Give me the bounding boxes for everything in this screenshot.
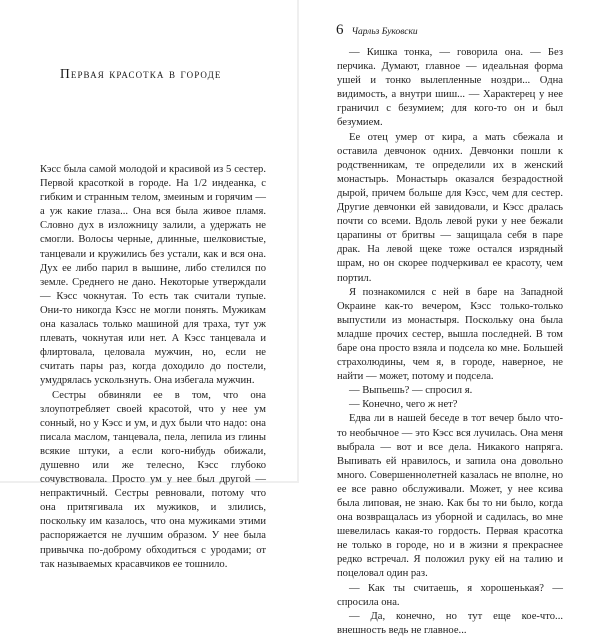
paragraph: — Кишка тонка, — говорила она. — Без перчика. Думают, главное — идеальная форма ушей и тонко вылепленные ноздри... Одна видимость, а внутри шиш... — Характерец у нее граничил с безумием; для кого-то он и был безумием. [337, 47, 563, 129]
page-number: 6 [336, 22, 344, 38]
author-name: Чарльз Буковски [351, 27, 418, 37]
paragraph: Кэсс была самой молодой и красивой из 5 сестер. Первой красоткой в городе. На 1/2 индеанка, с гибким и странным телом, змеиным и горячим — а уж какие глаза... Она вся была живое пламя. Словно дух в изложницу залили, а удержать не смогли. Волосы черные, длинные, шелковистые, танцевали и кружились без устали, как и вся она. Дух ее либо парил в вышине, либо стелился по земле. Среднего не дано. Некоторые утверждали — Кэсс чокнутая. То есть так считали тупые. Они-то никогда Кэсс не могли понять. Мужикам она казалась только машиной для траха, тут уж плевать, чокнутая или нет. А Кэсс танцевала и флиртовала, целовала мужчин, но, если не считать пары раз, когда доходило до постели, умудрялась ускользнуть. Она избегала мужчин. [40, 164, 266, 387]
right-page [299, 0, 600, 636]
paragraph: Едва ли в нашей беседе в тот вечер было что-то необычное — это Кэсс вся лучилась. Она меня выбрала — вот и все дела. Никакого напряга. Выпивать ей нравилось, и запила она довольно много. Совершеннолетней казалась не вполне, но ее все равно обслуживали. Может, у нее ксива была липовая, не знаю. Как бы то ни было, когда она возвращалась из уборной и садилась, во мне шевелилась какая-то гордость. Первая красотка не только в городе, но и в жизни я прекраснее редко встречал. Я положил руку ей на талию и поцеловал один раз. [337, 413, 563, 580]
running-header [336, 21, 418, 39]
paragraph: Сестры обвиняли ее в том, что она злоупотребляет своей красотой, что у нее ум сонный, но у Кэсс и ум, и дух были что надо: она писала маслом, танцевала, пела, лепила из глины всякие штуки, а если кого-нибудь обижали, душевно или же телесно, Кэсс глубоко сочувствовала. Просто ум у нее был другой — непрактичный. Сестры ревновали, потому что она притягивала их мужиков, и злились, поскольку им казалось, что она мужиками этими распоряжается не лучшим образом. У нее была привычка по-доброму обходиться с уродами; от так называемых красавчиков ее тошнило. [40, 389, 266, 570]
left-page-body [40, 163, 266, 572]
dialogue-line: — Да, конечно, но тут еще кое-что... внешность ведь не главное... [337, 610, 563, 636]
right-page-body [337, 46, 563, 638]
dialogue-line: — Выпьешь? — спросил я. [349, 385, 473, 397]
paragraph: Ее отец умер от кира, а мать сбежала и оставила девчонок одних. Девчонки пошли к родственникам, те определили их в женский монастырь. Монастырь оказался безрадостной дырой, причем больше для Кэсс, чем для сестер. Другие девчонки ей завидовали, и Кэсс дралась почти со всеми. Вдоль левой руки у нее бежали царапины от бритвы — защищала себя в паре драк. На левой щеке тоже остался изрядный шрам, но он скорее подчеркивал ее красоту, чем портил. [337, 131, 563, 284]
left-page [0, 0, 299, 570]
chapter-title: Первая красотка в городе [60, 66, 222, 81]
dialogue-line: — Как ты считаешь, я хорошенькая? — спросила она. [337, 582, 563, 608]
paragraph: Я познакомился с ней в баре на Западной Окраине как-то вечером, Кэсс только-только выпустили из монастыря. Поскольку она была младше прочих сестер, вышла последней. В том баре она просто взяла и подсела ко мне. Большей страхолюдины, чем я, в городе, наверное, не найти — может, потому и подсела. [337, 286, 563, 383]
dialogue-line: — Конечно, чего ж нет? [349, 399, 458, 411]
